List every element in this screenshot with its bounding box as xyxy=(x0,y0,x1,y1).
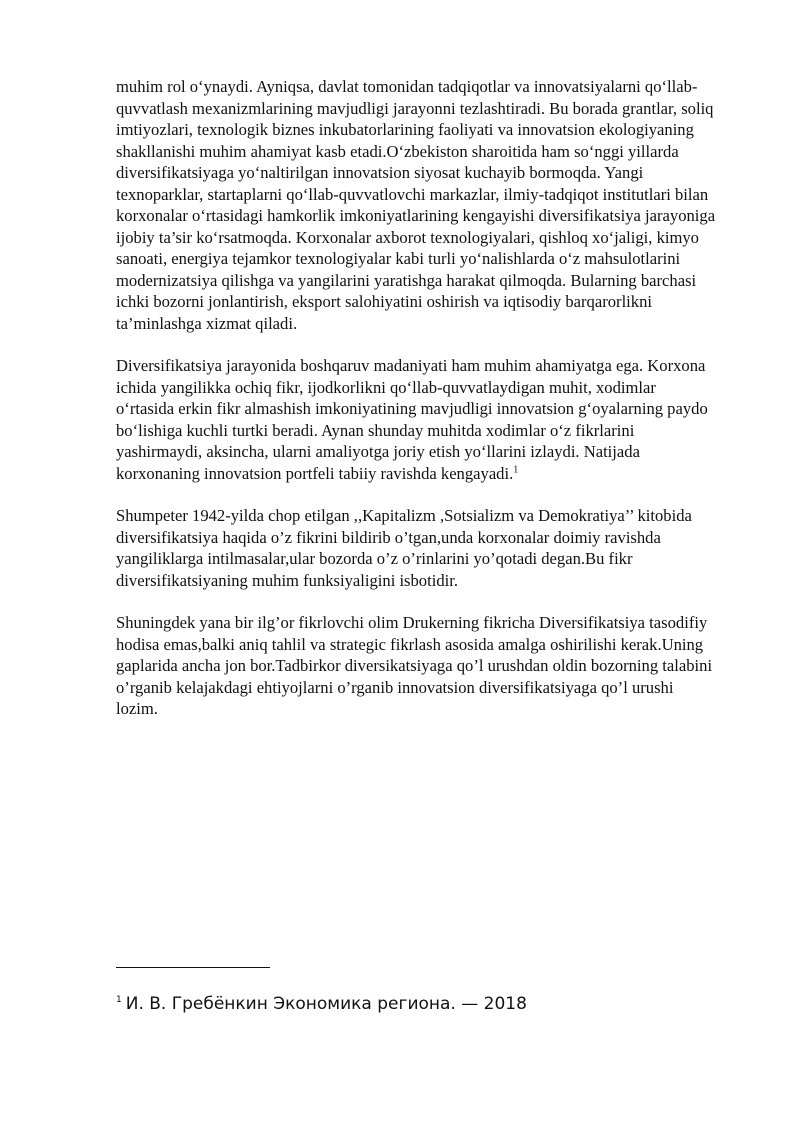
footnote-reference[interactable]: 1 xyxy=(513,463,519,475)
footnote-separator xyxy=(116,967,270,968)
footnote-mark: 1 xyxy=(116,995,122,1006)
paragraph-1: muhim rol o‘ynaydi. Ayniqsa, davlat tomonidan tadqiqotlar va innovatsiyalarni qo‘llab-quvvatlash mexanizmlarining mavjudligi jarayonni tezlashtiradi. Bu borada grantlar, soliq imtiyozlari, texnologik biznes inkubatorlarining faoliyati va innovatsion ekologiyaning shakllanishi muhim ahamiyat kasb etadi.O‘zbekiston sharoitida ham so‘nggi yillarda diversifikatsiyaga yo‘naltirilgan innovatsion siyosat kuchayib bormoqda. Yangi texnoparklar, startaplarni qo‘llab-quvvatlovchi markazlar, ilmiy-tadqiqot institutlari bilan korxonalar o‘rtasidagi hamkorlik imkoniyatlarining kengayishi diversifikatsiya jarayoniga ijobiy ta’sir ko‘rsatmoqda. Korxonalar axborot texnologiyalari, qishloq xo‘jaligi, kimyo sanoati, energiya tejamkor texnologiyalar kabi turli yo‘nalishlarda o‘z mahsulotlarini modernizatsiya qilishga va yangilarini yaratishga harakat qilmoqda. Bularning barchasi ichki bozorni jonlantirish, eksport salohiyatini oshirish va iqtisodiy barqarorlikni ta’minlashga xizmat qiladi. xyxy=(116,77,716,333)
paragraph-2-text: Diversifikatsiya jarayonida boshqaruv madaniyati ham muhim ahamiyatga ega. Korxona ichida yangilikka ochiq fikr, ijodkorlikni qo‘llab-quvvatlaydigan muhit, xodimlar o‘rtasida erkin fikr almashish imkoniyatining mavjudligi innovatsion g‘oyalarning paydo bo‘lishiga kuchli turtki beradi. Aynan shunday muhitda xodimlar o‘z fikrlarini yashirmaydi, aksincha, ularni amaliyotga joriy etish yo‘llarini izlaydi. Natijada korxonaning innovatsion portfeli tabiiy ravishda kengayadi. xyxy=(116,356,708,483)
paragraph-4: Shuningdek yana bir ilg’or fikrlovchi olim Drukerning fikricha Diversifikatsiya tasodifiy hodisa emas,balki aniq tahlil va strategic fikrlash asosida amalga oshirilishi kerak.Uning gaplarida ancha jon bor.Tadbirkor diversikatsiyaga qo’l urushdan oldin bozorning talabini o’rganib kelajakdagi ehtiyojlarni o’rganib innovatsion diversifikatsiyaga qo’l urushi lozim. xyxy=(116,613,713,718)
body-text xyxy=(116,76,716,720)
paragraph-2 xyxy=(116,355,716,484)
paragraph-3: Shumpeter 1942-yilda chop etilgan ,,Kapitalizm ,Sotsializm va Demokratiya’’ kitobida diversifikatsiya haqida o’z fikrini bildirib o’tgan,unda korxonalar doimiy ravishda yangiliklarga intilmasalar,ular bozorda o’z o’rinlarini yo’qotadi degan.Bu fikr diversifikatsiyaning muhim funksiyaligini isbotidir. xyxy=(116,506,692,590)
footnote-text: И. В. Гребёнкин Экономика региона. — 2018 xyxy=(125,994,527,1014)
footnote xyxy=(116,994,716,1014)
